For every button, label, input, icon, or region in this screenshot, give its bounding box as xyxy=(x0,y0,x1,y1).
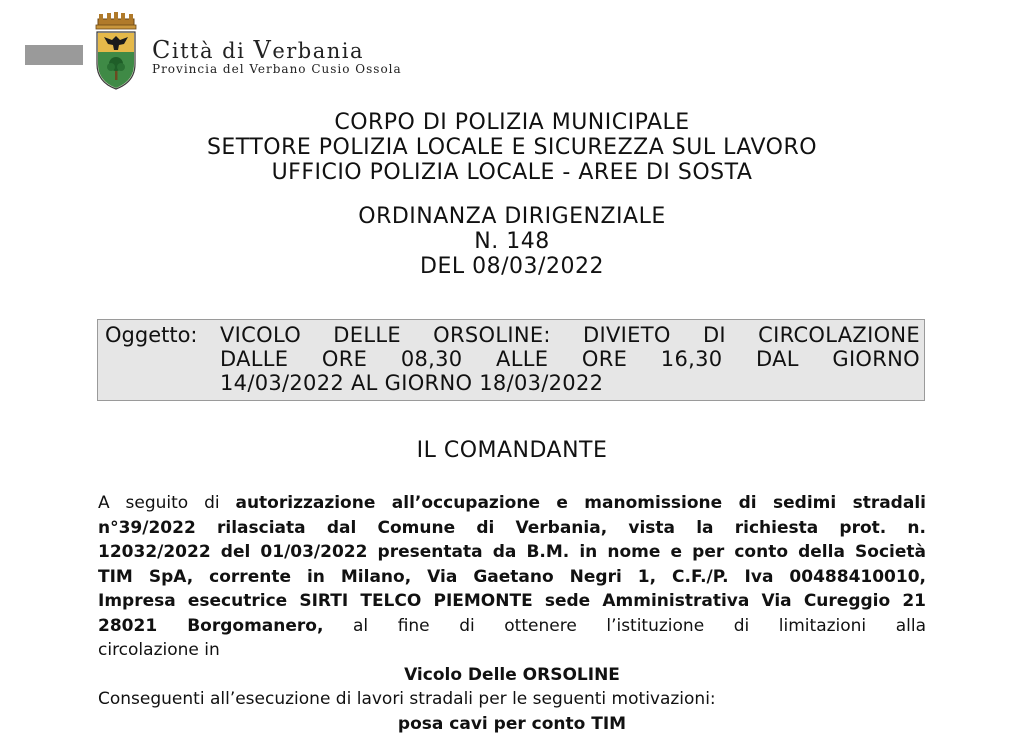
ordinance-title: ORDINANZA DIRIGENZIALE xyxy=(358,204,666,229)
ordinance-date: DEL 08/03/2022 xyxy=(420,254,604,279)
ordinance-heading xyxy=(0,204,1024,279)
body-line-6: 28021 Borgomanero, al fine di ottenere l’istituzione di limitazioni alla xyxy=(98,615,926,636)
subject-line-3: 14/03/2022 AL GIORNO 18/03/2022 xyxy=(220,371,604,395)
body-line-1: A seguito di autorizzazione all’occupazione e manomissione di sedimi stradali xyxy=(98,493,926,513)
body-line-8: Conseguenti all’esecuzione di lavori stradali per le seguenti motivazioni: xyxy=(98,689,716,709)
body-line-5: Impresa esecutrice SIRTI TELCO PIEMONTE sede Amministrativa Via Cureggio 21 xyxy=(98,591,926,611)
body-line-3: 12032/2022 del 01/03/2022 presentata da B.M. in nome e per conto della Società xyxy=(98,542,926,562)
subject-line-1: VICOLO DELLE ORSOLINE: DIVIETO DI CIRCOLAZIONE xyxy=(220,323,920,347)
department-header xyxy=(0,110,1024,185)
work-reason: posa cavi per conto TIM xyxy=(397,713,627,734)
issuer-heading: IL COMANDANTE xyxy=(416,438,608,463)
subject-label: Oggetto: xyxy=(105,323,198,347)
body-line-7: circolazione in xyxy=(98,640,220,660)
street-name: Vicolo Delle ORSOLINE xyxy=(404,664,620,685)
header-line-3: UFFICIO POLIZIA LOCALE - AREE DI SOSTA xyxy=(271,160,753,185)
redaction-bar xyxy=(25,45,83,65)
body-line-2: n°39/2022 rilasciata dal Comune di Verbania, vista la richiesta prot. n. xyxy=(98,517,926,538)
city-name: Città di Verbania xyxy=(152,36,365,64)
subject-line-2: DALLE ORE 08,30 ALLE ORE 16,30 DAL GIORNO xyxy=(220,347,920,371)
subject-box xyxy=(97,319,925,401)
ordinance-number: N. 148 xyxy=(474,229,550,254)
province-name: Provincia del Verbano Cusio Ossola xyxy=(152,62,402,76)
header-line-2: SETTORE POLIZIA LOCALE E SICUREZZA SUL LAVORO xyxy=(206,135,818,160)
header-line-1: CORPO DI POLIZIA MUNICIPALE xyxy=(334,110,690,135)
body-line-4: TIM SpA, corrente in Milano, Via Gaetano Negri 1, C.F./P. Iva 00488410010, xyxy=(98,566,926,587)
ordinance-body xyxy=(98,491,926,736)
city-coat-of-arms-icon xyxy=(93,12,139,90)
subject-text xyxy=(220,323,920,395)
